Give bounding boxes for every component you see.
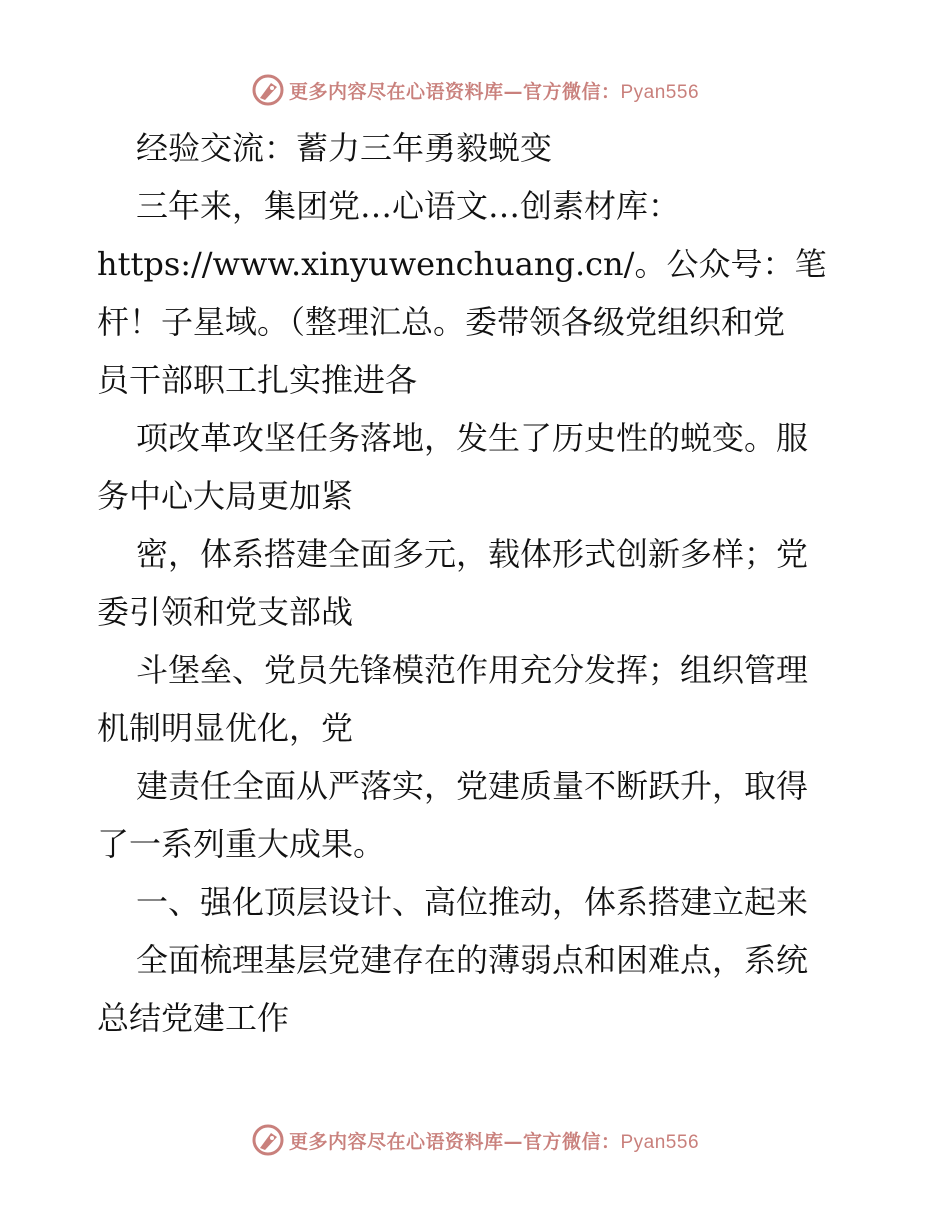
paragraph-line: 机制明显优化，党 [97,709,354,747]
paragraph-line: 全面梳理基层党建存在的薄弱点和困难点，系统 [136,941,809,979]
paragraph-line: 总结党建工作 [97,999,290,1037]
paragraph-line: 斗堡垒、党员先锋模范作用充分发挥；组织管理 [136,651,809,689]
paragraph-line: 务中心大局更加紧 [97,477,354,515]
paragraph-line: 了一系列重大成果。 [97,825,386,863]
watermark-text: 更多内容尽在心语资料库—官方微信：Pyan556 [288,80,700,103]
paragraph-line: 建责任全面从严落实，党建质量不断跃升，取得 [136,767,809,805]
doc-title: 经验交流：蓄力三年勇毅蜕变 [136,129,553,167]
pen-nib-logo-icon [251,73,285,107]
paragraph-line: 员干部职工扎实推进各 [97,361,418,399]
paragraph-line: https://www.xinyuwenchuang.cn/。公众号：笔 [97,245,827,283]
header-watermark-banner [0,70,950,110]
section-heading: 一、强化顶层设计、高位推动，体系搭建立起来 [136,883,809,921]
paragraph-line: 项改革攻坚任务落地，发生了历史性的蜕变。服 [136,419,809,457]
paragraph-line: 杆！子星域。（整理汇总。委带领各级党组织和党 [97,303,786,341]
pen-nib-logo-icon [251,1123,285,1157]
paragraph-line: 委引领和党支部战 [97,593,354,631]
document-body [97,126,857,1054]
watermark-text: 更多内容尽在心语资料库—官方微信：Pyan556 [288,1130,700,1153]
paragraph-line: 密，体系搭建全面多元，载体形式创新多样；党 [136,535,809,573]
paragraph-line: 三年来，集团党…心语文…创素材库： [136,187,681,225]
footer-watermark-banner [0,1120,950,1160]
